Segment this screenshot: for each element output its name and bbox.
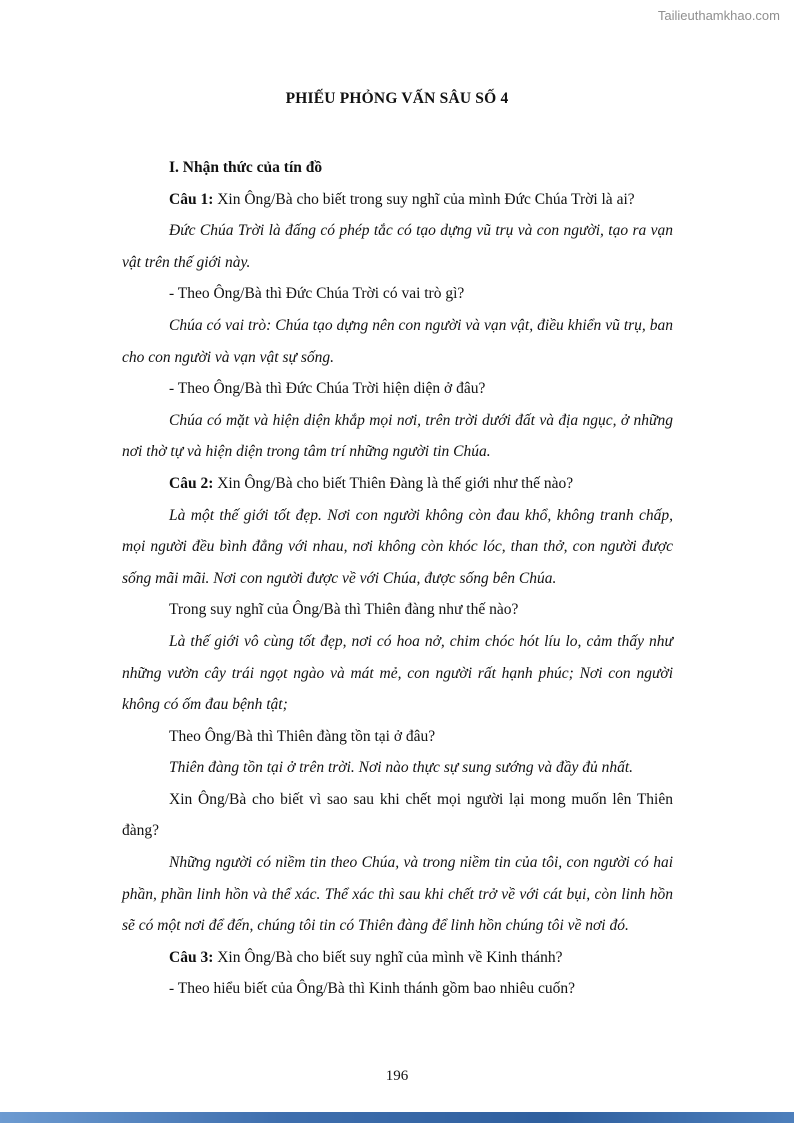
answer-paragraph <box>122 500 673 595</box>
question-paragraph <box>122 184 673 216</box>
paragraph-text: Xin Ông/Bà cho biết vì sao sau khi chết mọi người lại mong muốn lên Thiên đàng? <box>122 790 673 840</box>
question-paragraph <box>122 373 673 405</box>
document-body <box>0 108 794 1005</box>
section-heading: I. Nhận thức của tín đồ <box>169 159 323 176</box>
question-paragraph <box>122 468 673 500</box>
answer-paragraph <box>122 405 673 468</box>
answer-paragraph <box>122 310 673 373</box>
question-paragraph <box>122 721 673 753</box>
paragraph-text: Thiên đàng tồn tại ở trên trời. Nơi nào thực sự sung sướng và đầy đủ nhất. <box>169 759 634 777</box>
paragraph-text: Những người có niềm tin theo Chúa, và trong niềm tin của tôi, con người có hai phần, phần linh hồn và thể xác. Thể xác thì sau khi chết trở về với cát bụi, còn linh hồn sẽ có một nơi để đến, chúng tôi tin có Thiên đàng để linh hồn chúng tôi về nơi đó. <box>122 854 673 935</box>
watermark-text: Tailieuthamkhao.com <box>657 8 780 23</box>
answer-paragraph <box>122 626 673 721</box>
answer-paragraph <box>122 215 673 278</box>
paragraph-text: - Theo Ông/Bà thì Đức Chúa Trời hiện diện ở đâu? <box>169 380 486 398</box>
paragraph-text: - Theo hiểu biết của Ông/Bà thì Kinh thánh gồm bao nhiêu cuốn? <box>169 980 576 998</box>
paragraph-text: Xin Ông/Bà cho biết Thiên Đàng là thế giới như thế nào? <box>217 474 574 492</box>
question-paragraph <box>122 594 673 626</box>
paragraph-text: Theo Ông/Bà thì Thiên đàng tồn tại ở đâu? <box>169 727 436 745</box>
question-label: Câu 1: <box>169 190 214 208</box>
page-title: PHIẾU PHỎNG VẤN SÂU SỐ 4 <box>285 90 509 107</box>
paragraph-text: Chúa có vai trò: Chúa tạo dựng nên con người và vạn vật, điều khiển vũ trụ, ban cho con người và vạn vật sự sống. <box>122 316 673 366</box>
question-paragraph <box>122 973 673 1005</box>
paragraph-text: Là một thế giới tốt đẹp. Nơi con người không còn đau khổ, không tranh chấp, mọi người đều bình đẳng với nhau, nơi không còn khóc lóc, than thở, con người được sống mãi mãi. Nơi con người được về với Chúa, được sống bên Chúa. <box>122 506 673 587</box>
paragraph-text: - Theo Ông/Bà thì Đức Chúa Trời có vai trò gì? <box>169 285 465 303</box>
paragraph-text: Xin Ông/Bà cho biết trong suy nghĩ của mình Đức Chúa Trời là ai? <box>217 190 635 208</box>
question-paragraph <box>122 278 673 310</box>
answer-paragraph <box>122 847 673 942</box>
question-paragraph <box>122 784 673 847</box>
page-number: 196 <box>385 1068 409 1084</box>
question-label: Câu 3: <box>169 948 214 966</box>
paragraph-text: Là thế giới vô cùng tốt đẹp, nơi có hoa nở, chim chóc hót líu lo, cảm thấy như những vườn cây trái ngọt ngào và mát mẻ, con người rất hạnh phúc; Nơi con người không có ốm đau bệnh tật; <box>122 632 673 714</box>
paragraph-text: Trong suy nghĩ của Ông/Bà thì Thiên đàng như thế nào? <box>169 601 519 619</box>
paragraph-text: Đức Chúa Trời là đấng có phép tắc có tạo dựng vũ trụ và con người, tạo ra vạn vật trên thế giới này. <box>122 222 673 271</box>
question-paragraph <box>122 942 673 974</box>
paragraph-text: Chúa có mặt và hiện diện khắp mọi nơi, trên trời dưới đất và địa ngục, ở những nơi thờ tự và hiện diện trong tâm trí những người tin Chúa. <box>122 411 673 461</box>
answer-paragraph <box>122 752 673 784</box>
paragraph-text: Xin Ông/Bà cho biết suy nghĩ của mình về Kinh thánh? <box>217 948 563 966</box>
question-label: Câu 2: <box>169 474 214 492</box>
footer-bar <box>0 1112 794 1123</box>
